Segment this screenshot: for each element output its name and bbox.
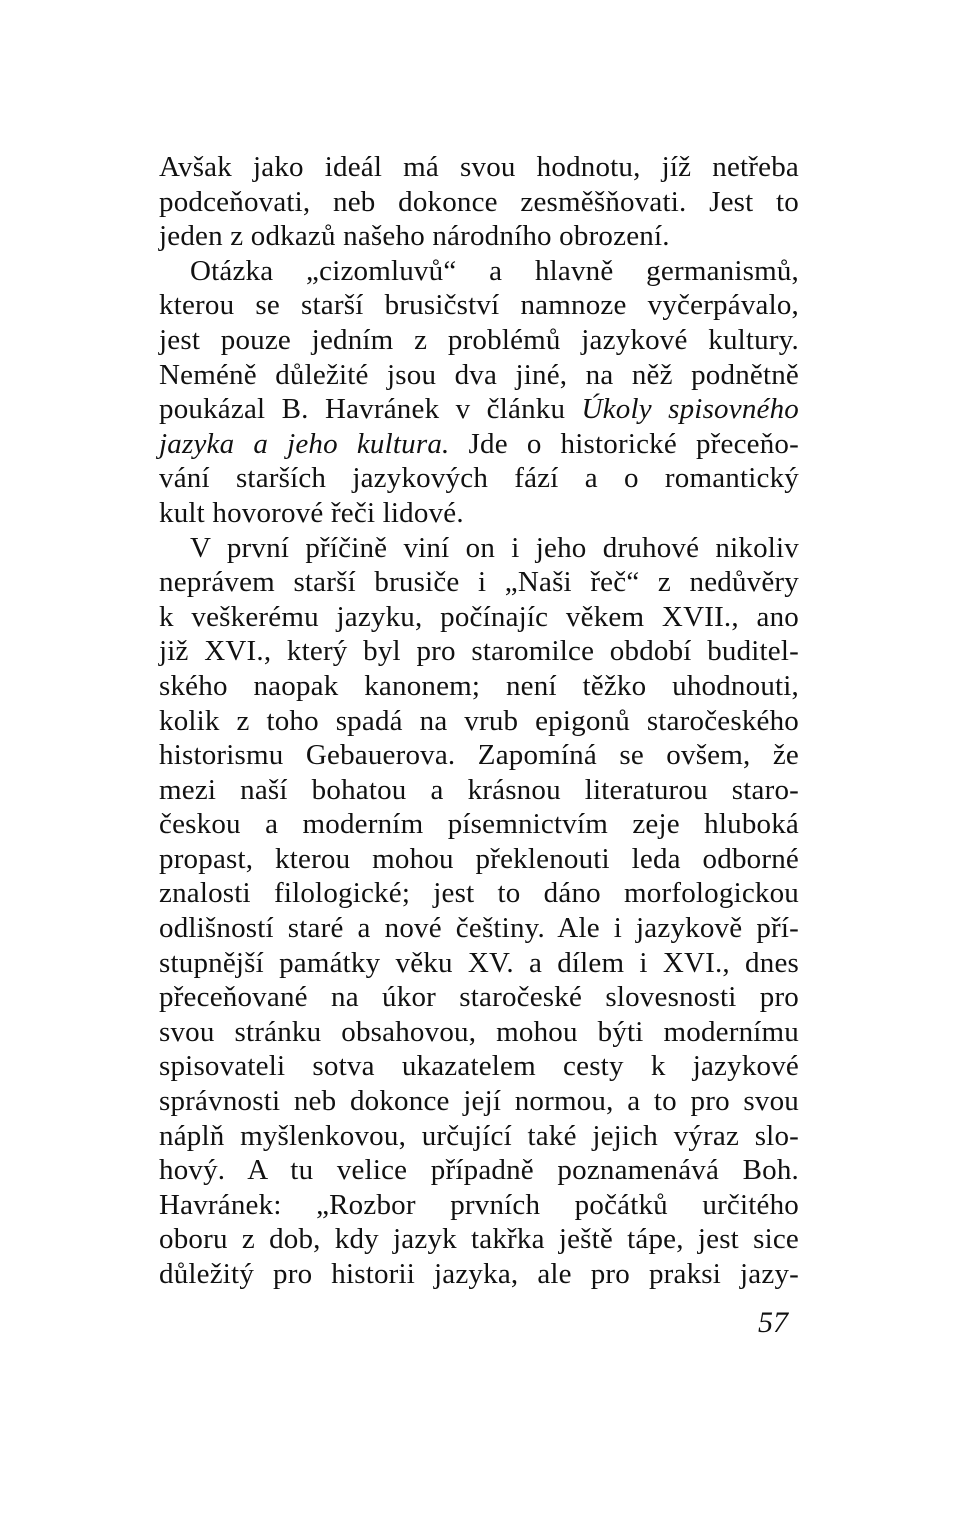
text-line — [159, 392, 799, 427]
text-line: českou a moderním písemnictvím zeje hluboká — [159, 808, 799, 841]
text-line: kterou se starší brusičství namnoze vyčerpávalo, — [159, 289, 799, 322]
line-text: Jde o historické přeceňo- — [449, 427, 799, 460]
text-line: mezi naší bohatou a krásnou literaturou staro- — [159, 773, 799, 806]
text-line: propast, kterou mohou překlenouti leda odborné — [159, 842, 799, 875]
text-line: k veškerému jazyku, počínajíc věkem XVII., ano — [159, 600, 799, 633]
text-line: historismu Gebauerova. Zapomíná se ovšem, že — [159, 739, 799, 772]
text-line: podceňovati, neb dokonce zesměšňovati. Jest to — [159, 185, 799, 218]
text-line: již XVI., který byl pro staromilce období buditel- — [159, 635, 799, 668]
line-text: poukázal B. Havránek v článku — [159, 393, 582, 426]
text-line: správnosti neb dokonce její normou, a to pro svou — [159, 1085, 799, 1118]
text-line: Neméně důležité jsou dva jiné, na něž podnětně — [159, 358, 799, 391]
text-line: hový. A tu velice případně poznamenává Boh. — [159, 1154, 799, 1187]
text-line: kolik z toho spadá na vrub epigonů staročeského — [159, 704, 799, 737]
text-line: náplň myšlenkovou, určující také jejich výraz slo- — [159, 1119, 799, 1152]
text-line: spisovateli sotva ukazatelem cesty k jazykové — [159, 1050, 799, 1083]
text-line: Havránek: „Rozbor prvních počátků určitého — [159, 1188, 799, 1221]
text-line: důležitý pro historii jazyka, ale pro praksi jazy- — [159, 1258, 799, 1290]
article-title-part: Úkoly spisovného — [581, 393, 799, 426]
text-line: svou stránku obsahovou, mohou býti modernímu — [159, 1015, 799, 1048]
paragraph-start-line: V první příčině viní on i jeho druhové nikoliv — [190, 531, 799, 564]
text-line: znalosti filologické; jest to dáno morfologickou — [159, 877, 799, 910]
text-line — [159, 427, 799, 462]
article-title-part: jazyka a jeho kultura. — [159, 427, 450, 460]
text-line: Avšak jako ideál má svou hodnotu, jíž netřeba — [159, 151, 799, 183]
text-line: kult hovorové řeči lidové. — [159, 496, 464, 529]
text-line: ského naopak kanonem; není těžko uhodnouti, — [159, 669, 799, 702]
text-line: oboru z dob, kdy jazyk takřka ještě tápe, jest sice — [159, 1223, 799, 1256]
text-line: stupnější památky věku XV. a dílem i XVI., dnes — [159, 946, 799, 979]
text-line: vání starších jazykových fází a o romantický — [159, 462, 799, 495]
paragraph-start-line: Otázka „cizomluvů“ a hlavně germanismů, — [190, 254, 799, 287]
text-line: neprávem starší brusiče i „Naši řeč“ z nedůvěry — [159, 566, 799, 599]
text-line: jest pouze jedním z problémů jazykové kultury. — [159, 323, 799, 356]
page-number: 57 — [758, 1306, 788, 1339]
text-line: jeden z odkazů našeho národního obrození. — [159, 220, 670, 253]
text-line: přeceňované na úkor staročeské slovesnosti pro — [159, 981, 799, 1014]
body-text — [159, 150, 799, 1292]
text-line: odlišností staré a nové češtiny. Ale i jazykově pří- — [159, 912, 799, 945]
